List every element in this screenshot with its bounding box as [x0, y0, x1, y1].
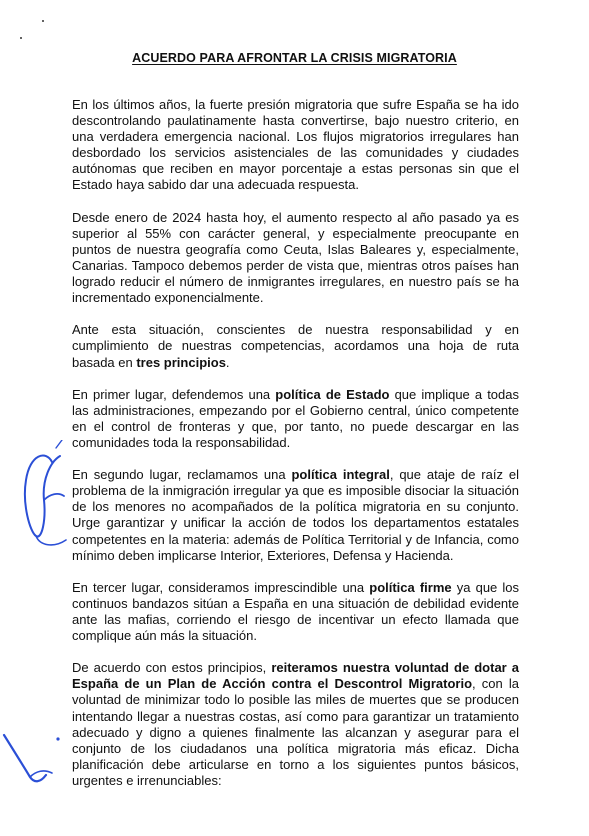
paragraph [72, 322, 519, 370]
paragraph-text: . [225, 354, 230, 370]
paragraph-text: De acuerdo con estos principios, [72, 660, 272, 676]
scan-speck [20, 37, 22, 39]
paragraph-text: En los últimos años, la fuerte presión migratoria que sufre España se ha ido descontrolando paulatinamente hasta convertirse, bajo nuestro criterio, en una verdadera emergencia nacional. Los flujos migratorios irregulares han desbordado los servicios asistenciales de las comunidades y ciudades autónomas que reciben en mayor porcentaje a estas personas sin que el Estado haya sabido dar una adecuada respuesta. [72, 97, 519, 193]
paragraph-text: Desde enero de 2024 hasta hoy, el aumento respecto al año pasado ya es superior al 55% con carácter general, y especialmente preocupante en puntos de nuestra geografía como Ceuta, Islas Baleares y, especialmente, Canarias. Tampoco debemos perder de vista que, mientras otros países han logrado reducir el número de inmigrantes irregulares, en nuestro país se ha incrementado exponencialmente. [72, 209, 519, 306]
document-title: ACUERDO PARA AFRONTAR LA CRISIS MIGRATORIA [132, 51, 457, 65]
paragraph [72, 660, 519, 789]
paragraph-text: , que ataje de raíz el problema de la inmigración irregular ya que es imposible disociar la situación de los menores no acompañados de la política migratoria en su conjunto. Urge garantizar y unificar la acción de todos los departamentos estatales competentes en la materia: además de Política Territorial y de Infancia, como mínimo deben implicarse Interior, Exteriores, Defensa y Hacienda. [72, 467, 519, 563]
paragraph-text: Ante esta situación, conscientes de nuestra responsabilidad y en cumplimiento de nuestras competencias, acordamos una hoja de ruta basada en [72, 322, 519, 370]
paragraph [72, 580, 519, 644]
bold-text: política integral [291, 467, 390, 483]
paragraph-text: que implique a todas las administraciones, empezando por el Gobierno central, único competente en el control de fronteras y que, por tanto, no puede descargar en las comunidades toda la responsabilidad. [72, 386, 519, 450]
document-body [72, 97, 519, 805]
margin-signature [0, 440, 80, 560]
paragraph-text: En tercer lugar, consideramos imprescindible una [72, 579, 370, 595]
margin-initial [0, 715, 80, 795]
scan-speck [42, 20, 44, 22]
paragraph-text: En primer lugar, defendemos una [72, 386, 276, 402]
bold-text: reiteramos nuestra voluntad de dotar a España de un Plan de Acción contra el Descontrol Migratorio [72, 660, 519, 692]
bold-text: política de Estado [275, 386, 390, 402]
paragraph [72, 210, 519, 307]
paragraph-text: En segundo lugar, reclamamos una [72, 467, 292, 483]
paragraph [72, 97, 519, 194]
bold-text: tres principios [136, 354, 226, 370]
paragraph-text: ya que los continuos bandazos sitúan a España en una situación de debilidad evidente ante las mafias, corriendo el riesgo de incentivar un efecto llamada que complique aún más la situación. [72, 579, 519, 644]
bold-text: política firme [369, 579, 452, 595]
paragraph-text: , con la voluntad de minimizar todo lo posible las miles de muertes que se producen intentando llegar a nuestras costas, así como para garantizar un tratamiento adecuado y digno a quienes finalmente las alcanzan y asegurar para el conjunto de los ciudadanos una política migratoria más eficaz. Dicha planificación debe articularse en torno a los siguientes puntos básicos, urgentes e irrenunciables: [72, 676, 519, 788]
paragraph [72, 387, 519, 451]
paragraph [72, 467, 519, 564]
